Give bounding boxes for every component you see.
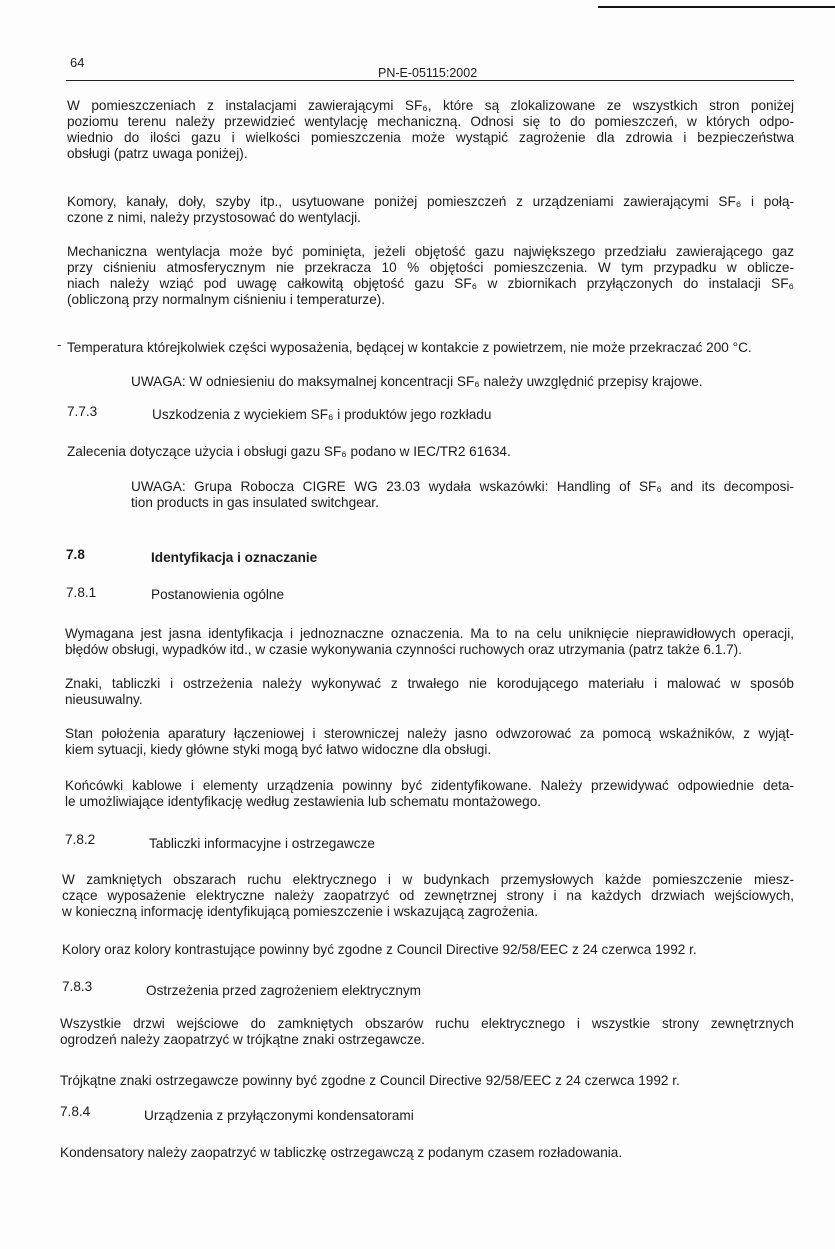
- text-line: Trójkątne znaki ostrzegawcze powinny być zgodne z Council Directive 92/58/EEC z 24 czerwca 1992 r.: [60, 1073, 680, 1088]
- text-line: ogrodzeń należy zaopatrzyć w trójkątne znaki ostrzegawcze.: [60, 1032, 425, 1047]
- text-line: niach należy wziąć pod uwagę całkowitą objętość gazu SF₆ w zbiornikach przyłączonych do instalacji SF₆: [67, 276, 794, 291]
- text-line: Wszystkie drzwi wejściowe do zamkniętych obszarów ruchu elektrycznego i wszystkie strony zewnętrznych: [60, 1016, 794, 1031]
- text-line: UWAGA: W odniesieniu do maksymalnej koncentracji SF₆ należy uwzględnić przepisy krajowe.: [131, 374, 703, 389]
- text-line: Mechaniczna wentylacja może być pominięta, jeżeli objętość gazu największego przedziału zawierającego gaz: [67, 244, 794, 259]
- paragraph-switchgear-state: [65, 726, 794, 758]
- paragraph-colors: [62, 942, 794, 958]
- section-number: 7.8.4: [60, 1104, 91, 1119]
- section-number: 7.7.3: [67, 404, 98, 419]
- text-line: Temperatura którejkolwiek części wyposażenia, będącej w kontakcie z powietrzem, nie może przekraczać 200 °C.: [67, 340, 752, 355]
- text-line: nieusuwalny.: [65, 692, 143, 707]
- section-title: Urządzenia z przyłączonymi kondensatorami: [144, 1108, 414, 1123]
- text-line: Stan położenia aparatury łączeniowej i sterowniczej należy jasno odwzorować za pomocą wskaźników, z wyjąt-: [65, 726, 794, 741]
- paragraph-temperature: [67, 340, 794, 356]
- paragraph-signs: [65, 676, 794, 708]
- text-line: Końcówki kablowe i elementy urządzenia powinny być zidentyfikowane. Należy przewidywać odpowiednie deta-: [65, 778, 794, 793]
- text-line: Zalecenia dotyczące użycia i obsługi gazu SF₆ podano w IEC/TR2 61634.: [67, 444, 511, 459]
- section-number: 7.8.2: [65, 832, 96, 847]
- paragraph-cable-ends: [65, 778, 794, 810]
- text-line: W zamkniętych obszarach ruchu elektrycznego i w budynkach przemysłowych każde pomieszczenie miesz-: [62, 872, 794, 887]
- margin-mark: -: [57, 337, 62, 352]
- scan-edge-rule: [598, 6, 835, 8]
- text-line: (obliczoną przy normalnym ciśnieniu i temperaturze).: [67, 292, 386, 307]
- paragraph-capacitors: [60, 1145, 794, 1161]
- header-rule: [66, 80, 794, 81]
- section-number: 7.8: [66, 547, 85, 562]
- section-number: 7.8.1: [66, 585, 97, 600]
- note-cigre: [131, 479, 794, 511]
- text-line: le umożliwiające identyfikację według zestawienia lub schematu montażowego.: [65, 794, 542, 809]
- text-line: Znaki, tabliczki i ostrzeżenia należy wykonywać z trwałego nie korodującego materiału i malować w sposób: [65, 676, 794, 691]
- text-line: Kolory oraz kolory kontrastujące powinny być zgodne z Council Directive 92/58/EEC z 24 czerwca 1992 r.: [62, 942, 697, 957]
- paragraph-chambers: [67, 194, 794, 226]
- section-number: 7.8.3: [62, 979, 93, 994]
- page-number: 64: [70, 55, 85, 70]
- section-title: Identyfikacja i oznaczanie: [151, 550, 318, 565]
- text-line: obsługi (patrz uwaga poniżej).: [67, 146, 248, 161]
- section-title: Postanowienia ogólne: [151, 587, 285, 602]
- text-line: w konieczną informację identyfikującą pomieszczenie i wskazującą zagrożenia.: [62, 904, 539, 919]
- note-concentration: [131, 374, 794, 390]
- paragraph-warning-triangles: [60, 1073, 794, 1089]
- paragraph-identification: [65, 626, 794, 658]
- text-line: UWAGA: Grupa Robocza CIGRE WG 23.03 wydała wskazówki: Handling of SF₆ and its decomposi-: [131, 479, 794, 494]
- paragraph-ventilation: [67, 98, 794, 162]
- text-line: wiednio do ilości gazu i wielkości pomieszczenia może wystąpić zagrożenie dla zdrowia i bezpieczeństwa: [67, 130, 794, 145]
- text-line: przy ciśnieniu atmosferycznym nie przekracza 10 % objętości pomieszczenia. W tym przypadku w oblicze-: [67, 260, 794, 275]
- text-line: czące wyposażenie elektryczne należy zaopatrzyć od zewnętrznej strony i na każdych drzwiach wejściowych,: [62, 888, 794, 903]
- text-line: Komory, kanały, doły, szyby itp., usytuowane poniżej pomieszczeń z urządzeniami zawierającymi SF₆ i połą-: [67, 194, 794, 209]
- text-line: Kondensatory należy zaopatrzyć w tabliczkę ostrzegawczą z podanym czasem rozładowania.: [60, 1145, 623, 1160]
- text-line: poziomu terenu należy przewidzieć wentylację mechaniczną. Odnosi się to do pomieszczeń, w których odpo-: [67, 114, 794, 129]
- section-title: Uszkodzenia z wyciekiem SF₆ i produktów jego rozkładu: [152, 407, 492, 422]
- text-line: Wymagana jest jasna identyfikacja i jednoznaczne oznaczenia. Ma to na celu uniknięcie nieprawidłowych operacji,: [65, 626, 794, 641]
- text-line: błędów obsługi, wypadków itd., w czasie wykonywania czynności ruchowych oraz utrzymania (patrz także 6.1.7).: [65, 642, 742, 657]
- text-line: tion products in gas insulated switchgear.: [131, 495, 379, 510]
- section-title: Tabliczki informacyjne i ostrzegawcze: [149, 836, 375, 851]
- text-line: kiem sytuacji, kiedy główne styki mogą być łatwo widoczne dla obsługi.: [65, 742, 492, 757]
- text-line: czone z nimi, należy przystosować do wentylacji.: [67, 210, 361, 225]
- paragraph-mechanical-ventilation: [67, 244, 794, 308]
- paragraph-closed-areas: [62, 872, 794, 920]
- text-line: W pomieszczeniach z instalacjami zawierającymi SF₆, które są zlokalizowane ze wszystkich stron poniżej: [67, 98, 794, 113]
- paragraph-recommendations: [67, 444, 794, 460]
- section-title: Ostrzeżenia przed zagrożeniem elektrycznym: [146, 983, 422, 998]
- document-code: PN-E-05115:2002: [378, 66, 478, 80]
- paragraph-entrance-doors: [60, 1016, 794, 1048]
